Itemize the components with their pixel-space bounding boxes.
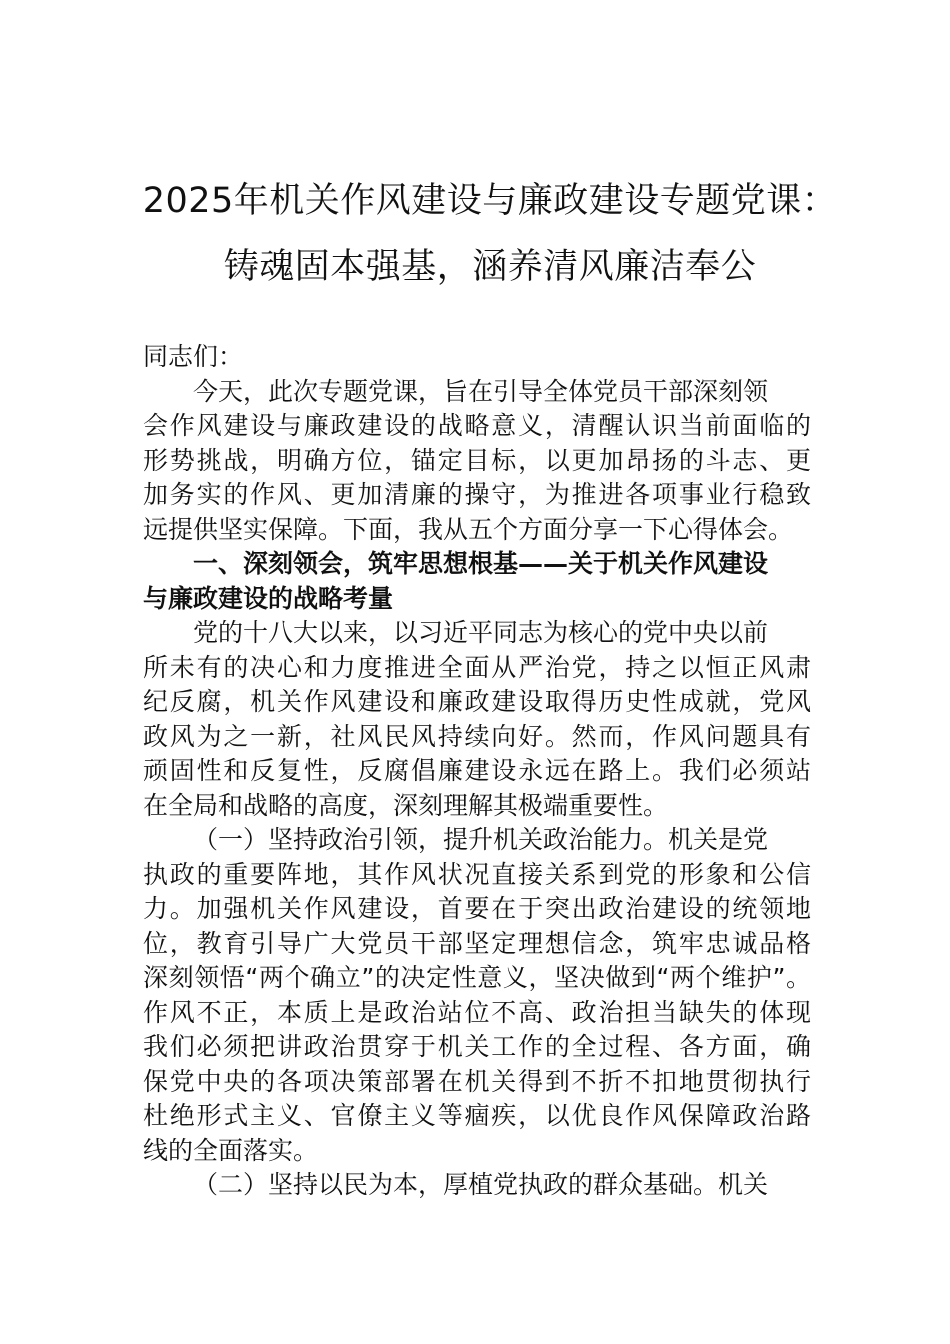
subsection-line: （一）坚持政治引领，提升机关政治能力。机关是党: [193, 825, 769, 854]
paragraph-line: 保党中央的各项决策部署在机关得到不折不扣地贯彻执行: [143, 1066, 811, 1096]
paragraph-line: 线的全面落实。: [143, 1135, 319, 1165]
paragraph-line: 位，教育引导广大党员干部坚定理想信念，筑牢忠诚品格: [143, 928, 811, 958]
section-heading: 一、深刻领会，筑牢思想根基——关于机关作风建设: [193, 549, 769, 578]
paragraph-line: 加务实的作风、更加清廉的操守，为推进各项事业行稳致: [143, 480, 811, 509]
greeting: 同志们：: [143, 342, 244, 371]
paragraph-line: 党的十八大以来，以习近平同志为核心的党中央以前: [193, 618, 769, 647]
paragraph-line: 作风不正，本质上是政治站位不高、政治担当缺失的体现: [143, 997, 811, 1027]
paragraph-line: 杜绝形式主义、官僚主义等痼疾，以优良作风保障政治路: [143, 1101, 811, 1130]
paragraph-line: 会作风建设与廉政建设的战略意义，清醒认识当前面临的: [143, 411, 811, 440]
paragraph-line: 顽固性和反复性，反腐倡廉建设永远在路上。我们必须站: [143, 756, 811, 785]
subsection-line: （二）坚持以民为本，厚植党执政的群众基础。机关: [193, 1170, 769, 1199]
paragraph-line: 所未有的决心和力度推进全面从严治党，持之以恒正风肃: [143, 652, 811, 682]
paragraph-line: 今天，此次专题党课，旨在引导全体党员干部深刻领: [193, 376, 769, 406]
paragraph-line: 执政的重要阵地，其作风状况直接关系到党的形象和公信: [143, 859, 811, 889]
paragraph-line: 远提供坚实保障。下面，我从五个方面分享一下心得体会。: [143, 514, 794, 544]
paragraph-line: 深刻领悟“两个确立”的决定性意义，坚决做到“两个维护”。: [143, 963, 811, 992]
paragraph-line: 力。加强机关作风建设，首要在于突出政治建设的统领地: [143, 894, 811, 923]
paragraph-line: 纪反腐，机关作风建设和廉政建设取得历史性成就，党风: [143, 687, 811, 716]
paragraph-line: 在全局和战略的高度，深刻理解其极端重要性。: [143, 790, 669, 820]
paragraph-line: 政风为之一新，社风民风持续向好。然而，作风问题具有: [143, 721, 811, 751]
document-title-line-1: 2025年机关作风建设与廉政建设专题党课：: [142, 181, 838, 221]
paragraph-line: 形势挑战，明确方位，锚定目标，以更加昂扬的斗志、更: [143, 445, 811, 475]
document-title-line-2: 铸魂固本强基，涵养清风廉洁奉公: [223, 247, 757, 287]
section-heading: 与廉政建设的战略考量: [143, 583, 394, 613]
paragraph-line: 我们必须把讲政治贯穿于机关工作的全过程、各方面，确: [143, 1032, 811, 1061]
document-body: [143, 340, 811, 1203]
